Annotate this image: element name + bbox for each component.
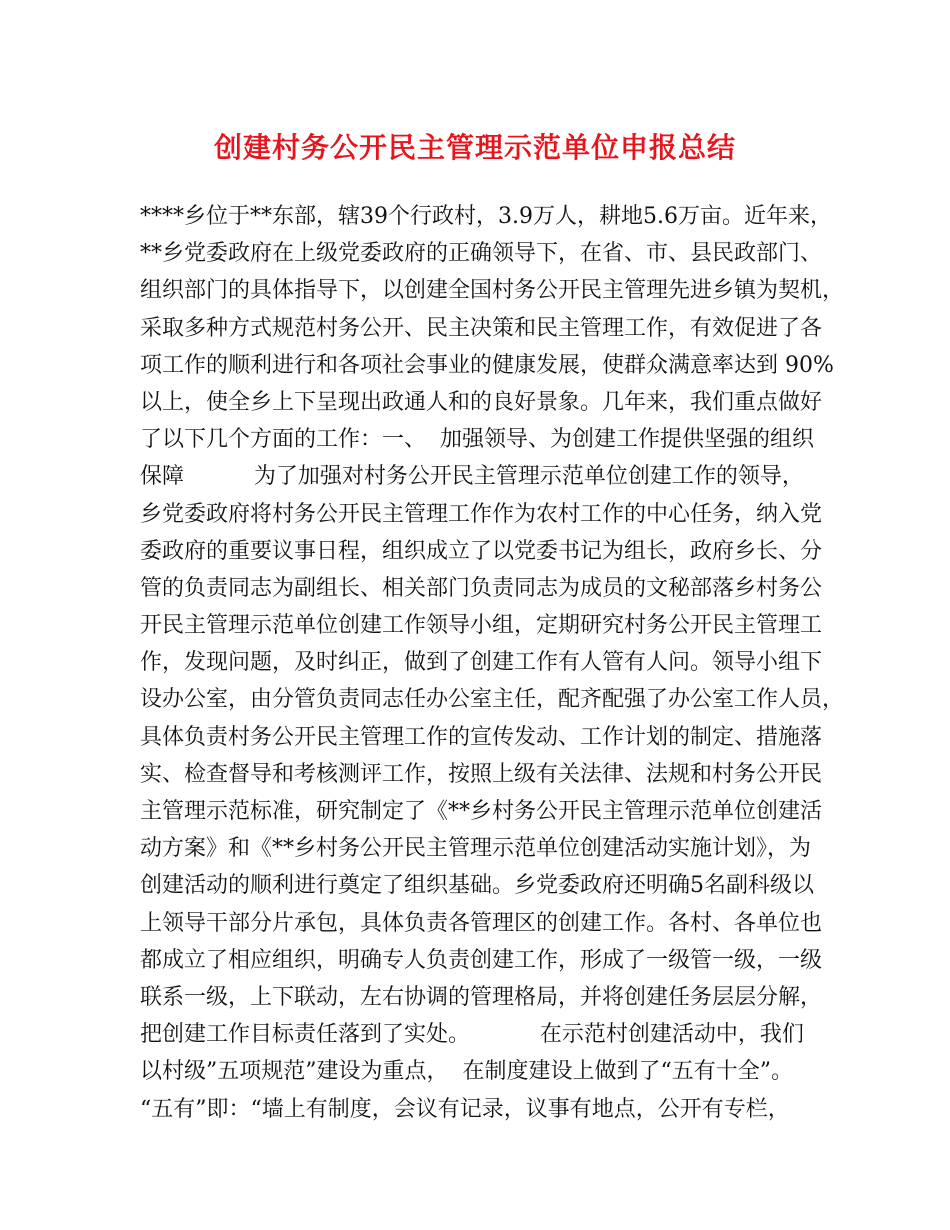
body-line: 联系一级，上下联动，左右协调的管理格局，并将创建任务层层分解， [140, 984, 823, 1010]
body-line: ****乡位于**东部，辖39个行政村，3.9万人，耕地5.6万亩。近年来， [140, 204, 832, 229]
body-line: 组织部门的具体指导下，以创建全国村务公开民主管理先进乡镇为契机， [140, 278, 845, 304]
document-body [140, 198, 845, 1128]
body-line: 动方案》和《**乡村务公开民主管理示范单位创建活动实施计划》，为 [140, 836, 812, 862]
body-line: 开民主管理示范单位创建工作领导小组，定期研究村务公开民主管理工 [140, 613, 823, 639]
body-line: 管的负责同志为副组长、相关部门负责同志为成员的文秘部落乡村务公 [140, 575, 823, 601]
body-line: 实、检查督导和考核测评工作，按照上级有关法律、法规和村务公开民 [140, 761, 823, 787]
body-line: 创建活动的顺利进行奠定了组织基础。乡党委政府还明确5名副科级以 [140, 873, 814, 899]
body-line: 把创建工作目标责任落到了实处。 在示范村创建活动中，我们 [140, 1022, 804, 1048]
body-line: 作，发现问题，及时纠正，做到了创建工作有人管有人问。领导小组下 [140, 650, 823, 676]
body-line: 设办公室，由分管负责同志任办公室主任，配齐配强了办公室工作人员， [140, 687, 845, 713]
body-line: 具体负责村务公开民主管理工作的宣传发动、工作计划的制定、措施落 [140, 724, 823, 750]
body-line: 以上，使全乡上下呈现出政通人和的良好景象。几年来，我们重点做好 [140, 389, 823, 415]
body-line: 委政府的重要议事日程，组织成立了以党委书记为组长，政府乡长、分 [140, 538, 823, 564]
body-line: 项工作的顺利进行和各项社会事业的健康发展，使群众满意率达到 90% [140, 352, 834, 378]
body-line: 以村级”五项规范”建设为重点， 在制度建设上做到了“五有十全”。 [140, 1059, 793, 1085]
body-line: “五有”即：“墙上有制度，会议有记录，议事有地点，公开有专栏， [140, 1096, 790, 1122]
body-line: 主管理示范标准，研究制定了《**乡村务公开民主管理示范单位创建活 [140, 799, 823, 824]
body-line: **乡党委政府在上级党委政府的正确领导下，在省、市、县民政部门、 [140, 241, 823, 267]
body-line: 上领导干部分片承包，具体负责各管理区的创建工作。各村、各单位也 [140, 910, 823, 936]
body-line: 都成立了相应组织，明确专人负责创建工作，形成了一级管一级，一级 [140, 947, 823, 973]
body-line: 保障 为了加强对村务公开民主管理示范单位创建工作的领导， [140, 464, 804, 490]
body-line: 了以下几个方面的工作：一、 加强领导、为创建工作提供坚强的组织 [140, 427, 814, 453]
body-line: 采取多种方式规范村务公开、民主决策和民主管理工作，有效促进了各 [140, 315, 823, 341]
document-title: 创建村务公开民主管理示范单位申报总结 [213, 131, 736, 164]
body-line: 乡党委政府将村务公开民主管理工作作为农村工作的中心任务，纳入党 [140, 501, 823, 527]
